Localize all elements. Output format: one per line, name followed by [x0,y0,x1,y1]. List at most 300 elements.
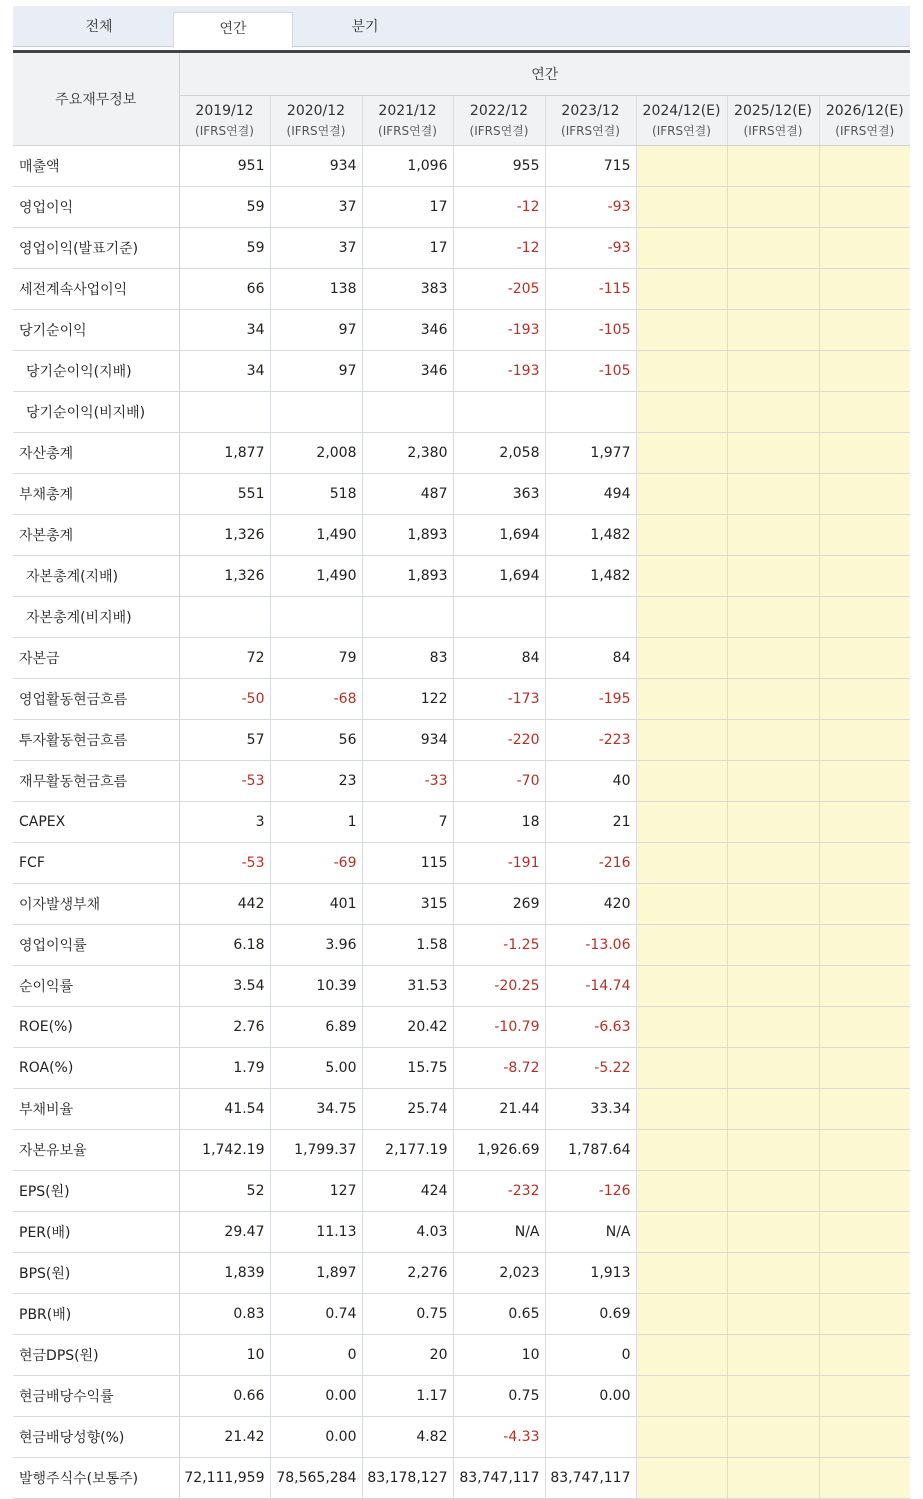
row-label: 자본금 [13,638,179,679]
table-cell: -193 [453,351,545,392]
table-cell: 10 [453,1335,545,1376]
estimate-cell [636,1089,727,1130]
column-header-period [362,96,453,146]
period-year: 2022/12 [469,102,529,119]
estimate-cell [727,966,819,1007]
table-cell: -205 [453,269,545,310]
financial-summary-table [13,50,910,1499]
estimate-cell [819,310,910,351]
table-cell: 20 [362,1335,453,1376]
estimate-cell [636,433,727,474]
table-cell: 72,111,959 [179,1458,270,1499]
row-label: EPS(원) [13,1171,179,1212]
estimate-cell [727,187,819,228]
estimate-cell [819,228,910,269]
estimate-cell [727,1212,819,1253]
table-cell: 56 [270,720,362,761]
table-cell: -220 [453,720,545,761]
row-label: 자본총계(비지배) [13,597,179,638]
estimate-cell [636,351,727,392]
table-cell: 72 [179,638,270,679]
table-cell: 1,482 [545,515,636,556]
row-label: 자본총계 [13,515,179,556]
table-cell: 494 [545,474,636,515]
table-cell [362,392,453,433]
table-cell: 1,893 [362,515,453,556]
row-label: 당기순이익 [13,310,179,351]
estimate-cell [727,761,819,802]
table-row [13,1417,910,1458]
estimate-cell [727,310,819,351]
estimate-cell [636,1253,727,1294]
period-basis: (IFRS연결) [195,123,254,138]
tab-annual[interactable]: 연간 [173,12,293,48]
table-cell: 420 [545,884,636,925]
table-cell: 0.69 [545,1294,636,1335]
period-year: 2025/12(E) [734,102,812,119]
table-cell: 1,977 [545,433,636,474]
estimate-cell [727,1294,819,1335]
table-cell: 1.79 [179,1048,270,1089]
row-label: 자산총계 [13,433,179,474]
estimate-cell [727,884,819,925]
table-cell: 41.54 [179,1089,270,1130]
column-group-annual: 연간 [179,52,910,96]
table-cell: 11.13 [270,1212,362,1253]
row-label: 현금배당성향(%) [13,1417,179,1458]
period-basis: (IFRS연결) [743,123,803,138]
table-cell: 25.74 [362,1089,453,1130]
table-cell: 84 [545,638,636,679]
estimate-cell [636,884,727,925]
table-cell: -93 [545,187,636,228]
table-cell: 1,787.64 [545,1130,636,1171]
table-cell: 79 [270,638,362,679]
table-cell: 0.00 [545,1376,636,1417]
table-cell: 57 [179,720,270,761]
table-cell: -20.25 [453,966,545,1007]
table-row [13,310,910,351]
estimate-cell [636,556,727,597]
table-cell: 0.83 [179,1294,270,1335]
table-cell: -93 [545,228,636,269]
table-cell: -232 [453,1171,545,1212]
table-cell: 18 [453,802,545,843]
table-row [13,925,910,966]
table-cell: 3.96 [270,925,362,966]
column-header-period [545,96,636,146]
table-row [13,1089,910,1130]
table-cell: 34 [179,310,270,351]
table-cell: -191 [453,843,545,884]
estimate-cell [819,1294,910,1335]
table-cell: 4.82 [362,1417,453,1458]
table-cell: 2,008 [270,433,362,474]
table-cell: 59 [179,228,270,269]
estimate-cell [819,1253,910,1294]
table-cell: 487 [362,474,453,515]
period-year: 2021/12 [378,102,437,119]
table-row [13,146,910,187]
table-cell: 10.39 [270,966,362,1007]
table-cell: -105 [545,310,636,351]
row-label: 이자발생부채 [13,884,179,925]
table-cell: 0 [270,1335,362,1376]
estimate-cell [727,1376,819,1417]
table-row [13,1171,910,1212]
estimate-cell [636,1048,727,1089]
table-row [13,556,910,597]
table-cell: 0 [545,1335,636,1376]
estimate-cell [819,1458,910,1499]
tab-all[interactable]: 전체 [85,19,113,35]
estimate-cell [636,228,727,269]
table-row [13,802,910,843]
table-cell: -12 [453,187,545,228]
table-row [13,1335,910,1376]
table-cell: 4.03 [362,1212,453,1253]
row-label: 당기순이익(비지배) [13,392,179,433]
table-cell: 59 [179,187,270,228]
table-cell: 518 [270,474,362,515]
row-label: ROE(%) [13,1007,179,1048]
estimate-cell [636,1294,727,1335]
estimate-cell [727,228,819,269]
table-cell: 1,742.19 [179,1130,270,1171]
table-cell: 17 [362,228,453,269]
row-label: 현금DPS(원) [13,1335,179,1376]
table-cell: 383 [362,269,453,310]
table-cell: 37 [270,228,362,269]
estimate-cell [727,351,819,392]
table-row [13,515,910,556]
table-row [13,1294,910,1335]
estimate-cell [819,1376,910,1417]
table-cell: 1,897 [270,1253,362,1294]
estimate-cell [636,761,727,802]
table-cell: -10.79 [453,1007,545,1048]
estimate-cell [819,1417,910,1458]
row-label: 영업이익(발표기준) [13,228,179,269]
estimate-cell [819,392,910,433]
table-cell: 2,023 [453,1253,545,1294]
row-label: 발행주식수(보통주) [13,1458,179,1499]
row-label: 부채비율 [13,1089,179,1130]
table-cell: -173 [453,679,545,720]
table-cell: 97 [270,351,362,392]
table-cell: -33 [362,761,453,802]
table-row [13,1212,910,1253]
estimate-cell [819,187,910,228]
table-cell: 346 [362,351,453,392]
table-cell: -1.25 [453,925,545,966]
table-cell: -4.33 [453,1417,545,1458]
table-cell: 0.75 [453,1376,545,1417]
table-cell: 5.00 [270,1048,362,1089]
estimate-cell [636,474,727,515]
estimate-cell [819,925,910,966]
table-cell: 3 [179,802,270,843]
table-cell: 15.75 [362,1048,453,1089]
table-cell: 40 [545,761,636,802]
table-cell: 0.66 [179,1376,270,1417]
estimate-cell [819,515,910,556]
table-cell: 1,490 [270,556,362,597]
table-cell: 6.18 [179,925,270,966]
table-row [13,1458,910,1499]
estimate-cell [727,1130,819,1171]
estimate-cell [636,310,727,351]
table-cell: 83,747,117 [545,1458,636,1499]
estimate-cell [727,1171,819,1212]
row-label: 순이익률 [13,966,179,1007]
table-row [13,474,910,515]
period-year: 2023/12 [561,102,620,119]
table-row [13,679,910,720]
table-cell: 1,326 [179,515,270,556]
table-cell: 1,839 [179,1253,270,1294]
row-label: 영업활동현금흐름 [13,679,179,720]
estimate-cell [819,474,910,515]
estimate-cell [727,474,819,515]
table-row [13,351,910,392]
table-cell: 20.42 [362,1007,453,1048]
table-cell: -193 [453,310,545,351]
row-label: 현금배당수익률 [13,1376,179,1417]
column-header-category: 주요재무정보 [13,52,179,146]
table-cell [545,1417,636,1458]
row-label: ROA(%) [13,1048,179,1089]
table-cell [545,392,636,433]
estimate-cell [727,925,819,966]
table-cell: -69 [270,843,362,884]
table-cell: -126 [545,1171,636,1212]
estimate-cell [636,1007,727,1048]
estimate-cell [819,269,910,310]
table-cell: -14.74 [545,966,636,1007]
row-label: 세전계속사업이익 [13,269,179,310]
estimate-cell [727,1007,819,1048]
table-cell: -53 [179,761,270,802]
table-cell [453,597,545,638]
table-cell: 315 [362,884,453,925]
table-cell: -223 [545,720,636,761]
table-cell: -5.22 [545,1048,636,1089]
table-cell: 934 [362,720,453,761]
table-cell [453,392,545,433]
table-cell: 37 [270,187,362,228]
table-row [13,638,910,679]
table-cell: 1,326 [179,556,270,597]
row-label: 투자활동현금흐름 [13,720,179,761]
table-cell: 6.89 [270,1007,362,1048]
estimate-cell [819,884,910,925]
table-cell: -12 [453,228,545,269]
table-cell: 401 [270,884,362,925]
table-row [13,884,910,925]
estimate-cell [636,638,727,679]
row-label: PER(배) [13,1212,179,1253]
estimate-cell [727,1458,819,1499]
estimate-cell [819,1048,910,1089]
table-cell: -195 [545,679,636,720]
estimate-cell [727,269,819,310]
table-cell: 0.00 [270,1417,362,1458]
table-cell: 115 [362,843,453,884]
row-label: 부채총계 [13,474,179,515]
table-cell: 951 [179,146,270,187]
table-row [13,1007,910,1048]
row-label: PBR(배) [13,1294,179,1335]
period-tab-bar [13,6,910,47]
estimate-cell [636,843,727,884]
table-cell: 23 [270,761,362,802]
table-cell: N/A [545,1212,636,1253]
table-cell: 424 [362,1171,453,1212]
estimate-cell [819,1130,910,1171]
table-cell: 10 [179,1335,270,1376]
estimate-cell [636,1335,727,1376]
table-cell: 122 [362,679,453,720]
estimate-cell [819,802,910,843]
estimate-cell [727,1335,819,1376]
row-label: 재무활동현금흐름 [13,761,179,802]
table-cell: 2,177.19 [362,1130,453,1171]
table-cell: 1,913 [545,1253,636,1294]
estimate-cell [636,269,727,310]
table-cell: -13.06 [545,925,636,966]
estimate-cell [727,597,819,638]
period-year: 2019/12 [195,102,254,119]
table-row [13,269,910,310]
row-label: CAPEX [13,802,179,843]
table-cell: 269 [453,884,545,925]
estimate-cell [636,1212,727,1253]
period-basis: (IFRS연결) [286,123,346,138]
table-cell: -115 [545,269,636,310]
estimate-cell [636,802,727,843]
table-cell: 955 [453,146,545,187]
estimate-cell [636,925,727,966]
row-label: FCF [13,843,179,884]
table-cell: 1,490 [270,515,362,556]
table-cell: 1,877 [179,433,270,474]
estimate-cell [636,146,727,187]
table-cell: 1,694 [453,515,545,556]
estimate-cell [636,597,727,638]
row-label: 자본총계(지배) [13,556,179,597]
table-cell: -216 [545,843,636,884]
table-cell: 83 [362,638,453,679]
estimate-cell [727,433,819,474]
estimate-cell [819,1171,910,1212]
estimate-cell [819,638,910,679]
estimate-cell [819,433,910,474]
table-cell [179,392,270,433]
table-cell [545,597,636,638]
table-cell: 34 [179,351,270,392]
table-cell: 33.34 [545,1089,636,1130]
table-row [13,966,910,1007]
table-cell: 1 [270,802,362,843]
table-cell: -6.63 [545,1007,636,1048]
table-cell: 442 [179,884,270,925]
table-cell: 1,482 [545,556,636,597]
estimate-cell [727,1089,819,1130]
estimate-cell [727,1253,819,1294]
table-row [13,1048,910,1089]
tab-quarter[interactable]: 분기 [351,19,379,35]
estimate-cell [636,187,727,228]
table-cell: 17 [362,187,453,228]
estimate-cell [819,1335,910,1376]
column-header-period [179,96,270,146]
table-cell: 66 [179,269,270,310]
table-row [13,1253,910,1294]
column-header-period [453,96,545,146]
period-basis: (IFRS연결) [652,123,711,138]
period-year: 2026/12(E) [825,102,904,119]
table-cell: 1,694 [453,556,545,597]
table-cell: -50 [179,679,270,720]
estimate-cell [727,1048,819,1089]
table-cell: 363 [453,474,545,515]
column-header-period [636,96,727,146]
table-cell: 0.74 [270,1294,362,1335]
row-label: 당기순이익(지배) [13,351,179,392]
table-cell: 78,565,284 [270,1458,362,1499]
period-basis: (IFRS연결) [469,123,529,138]
column-header-period [819,96,910,146]
period-year: 2024/12(E) [642,102,721,119]
table-cell: 934 [270,146,362,187]
table-cell: 1.58 [362,925,453,966]
column-header-period [270,96,362,146]
table-cell: 1,893 [362,556,453,597]
table-cell: 1,926.69 [453,1130,545,1171]
estimate-cell [727,638,819,679]
table-cell: -105 [545,351,636,392]
table-cell: 0.75 [362,1294,453,1335]
table-cell: 34.75 [270,1089,362,1130]
table-cell: 21.42 [179,1417,270,1458]
table-row [13,392,910,433]
estimate-cell [727,515,819,556]
estimate-cell [727,1417,819,1458]
estimate-cell [819,720,910,761]
table-cell: 21 [545,802,636,843]
estimate-cell [819,679,910,720]
estimate-cell [819,146,910,187]
table-cell: 97 [270,310,362,351]
table-cell: 127 [270,1171,362,1212]
estimate-cell [636,1130,727,1171]
table-cell: 21.44 [453,1089,545,1130]
table-cell: N/A [453,1212,545,1253]
table-cell: 0.00 [270,1376,362,1417]
row-label: 매출액 [13,146,179,187]
table-row [13,1376,910,1417]
table-cell: 1,096 [362,146,453,187]
table-cell: 3.54 [179,966,270,1007]
table-cell: -68 [270,679,362,720]
table-cell: 7 [362,802,453,843]
estimate-cell [819,761,910,802]
estimate-cell [727,802,819,843]
table-cell: 83,178,127 [362,1458,453,1499]
row-label: 영업이익 [13,187,179,228]
table-cell: -8.72 [453,1048,545,1089]
